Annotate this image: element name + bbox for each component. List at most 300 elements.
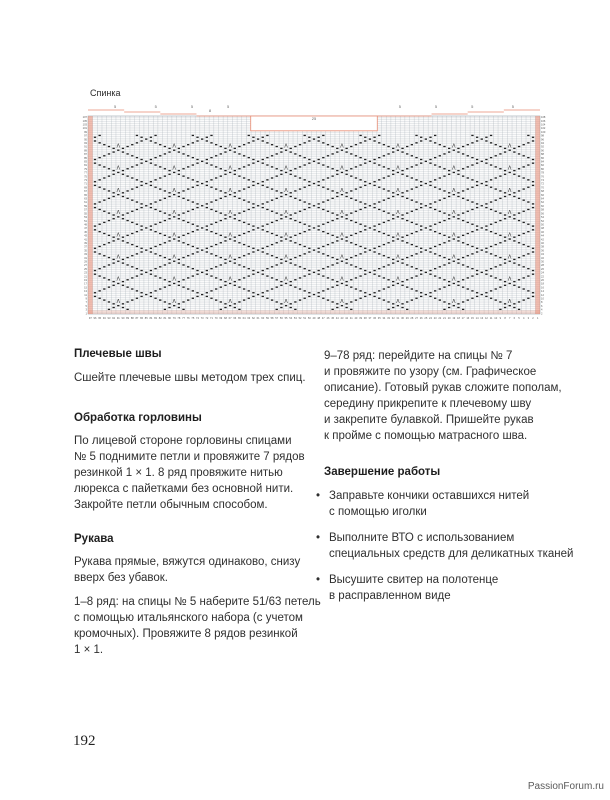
stitch-number: 86 <box>140 317 144 320</box>
stitch-symbol <box>243 244 245 245</box>
stitch-symbol <box>378 298 380 299</box>
stitch-symbol <box>453 150 455 151</box>
stitch-symbol <box>425 272 427 273</box>
stitch-symbol <box>182 287 184 288</box>
stitch-symbol <box>136 187 138 188</box>
row-number: 82 <box>541 164 544 168</box>
stitch-symbol <box>434 268 436 269</box>
stitch-symbol <box>304 290 306 291</box>
stitch-symbol <box>490 290 492 291</box>
row-number: 61 <box>84 201 87 205</box>
stitch-symbol <box>523 222 525 223</box>
stitch-symbol <box>126 190 128 191</box>
stitch-symbol <box>248 275 250 276</box>
stitch-symbol <box>196 229 198 230</box>
stitch-symbol <box>308 292 310 293</box>
stitch-symbol <box>266 135 268 136</box>
row-number: 104 <box>541 123 546 127</box>
stitch-symbol <box>378 157 380 158</box>
stitch-symbol <box>373 137 375 138</box>
stitch-symbol <box>140 203 142 204</box>
stitch-symbol <box>248 298 250 299</box>
stitch-symbol <box>150 203 152 204</box>
stitch-symbol <box>122 281 124 282</box>
stitch-symbol <box>164 301 166 302</box>
stitch-symbol <box>415 209 417 210</box>
stitch-symbol <box>159 144 161 145</box>
stitch-symbol <box>471 164 473 165</box>
row-number: 96 <box>541 138 544 142</box>
stitch-symbol <box>341 238 343 239</box>
stitch-symbol <box>206 229 208 230</box>
stitch-symbol <box>406 190 408 191</box>
stitch-symbol <box>499 301 501 302</box>
stitch-symbol <box>168 240 170 241</box>
stitch-symbol <box>345 259 347 260</box>
stitch-symbol <box>499 242 501 243</box>
stitch-symbol <box>271 299 273 300</box>
stitch-symbol <box>224 237 226 238</box>
text-line: • Высушите свитер на полотенце <box>329 574 499 586</box>
row-number: 76 <box>541 175 544 179</box>
stitch-symbol <box>243 200 245 201</box>
stitch-symbol <box>215 299 217 300</box>
stitch-symbol <box>411 166 413 167</box>
stitch-symbol <box>154 253 156 254</box>
stitch-symbol <box>248 142 250 143</box>
stitch-symbol <box>252 270 254 271</box>
stitch-symbol <box>168 214 170 215</box>
stitch-symbol <box>215 244 217 245</box>
stitch-symbol <box>122 170 124 171</box>
stitch-symbol <box>122 259 124 260</box>
stitch-symbol: Λ <box>116 187 120 194</box>
stitch-symbol <box>383 177 385 178</box>
text-line: описание). Готовый рукав сложите пополам, <box>324 382 562 394</box>
stitch-symbol <box>513 303 515 304</box>
stitch-symbol <box>196 163 198 164</box>
stitch-symbol <box>471 231 473 232</box>
stitch-symbol <box>471 275 473 276</box>
stitch-symbol <box>345 151 347 152</box>
stitch-symbol <box>257 161 259 162</box>
stitch-symbol <box>201 227 203 228</box>
stitch-symbol <box>98 224 100 225</box>
stitch-symbol <box>467 188 469 189</box>
stitch-symbol <box>490 135 492 136</box>
stitch-number: 90 <box>121 317 125 320</box>
stitch-symbol <box>485 248 487 249</box>
stitch-symbol <box>429 159 431 160</box>
stitch-symbol <box>140 163 142 164</box>
stitch-symbol <box>159 277 161 278</box>
stitch-symbol <box>448 214 450 215</box>
stitch-symbol: Λ <box>116 165 120 172</box>
stitch-symbol: Λ <box>508 276 512 283</box>
stitch-symbol <box>206 207 208 208</box>
stitch-symbol <box>355 222 357 223</box>
stitch-symbol <box>271 200 273 201</box>
stitch-symbol <box>490 298 492 299</box>
stitch-number: 15 <box>470 317 474 320</box>
stitch-symbol <box>266 290 268 291</box>
stitch-symbol <box>415 224 417 225</box>
stitch-symbol <box>523 255 525 256</box>
stitch-symbol <box>392 192 394 193</box>
stitch-symbol <box>322 209 324 210</box>
stitch-symbol <box>518 146 520 147</box>
stitch-number: 44 <box>335 317 339 320</box>
stitch-symbol <box>150 137 152 138</box>
stitch-symbol <box>509 216 511 217</box>
stitch-symbol <box>415 298 417 299</box>
stitch-symbol <box>331 175 333 176</box>
stitch-symbol <box>285 238 287 239</box>
row-number: 81 <box>84 164 87 168</box>
stitch-symbol <box>276 190 278 191</box>
stitch-symbol <box>94 207 96 208</box>
stitch-symbol <box>224 285 226 286</box>
stitch-number: 5 <box>518 317 520 320</box>
stitch-symbol <box>304 224 306 225</box>
stitch-symbol <box>443 190 445 191</box>
stitch-symbol <box>527 164 529 165</box>
stitch-symbol <box>406 153 408 154</box>
stitch-symbol <box>150 296 152 297</box>
stitch-number: 60 <box>261 317 265 320</box>
stitch-number: 12 <box>484 317 488 320</box>
finishing-list <box>316 488 573 614</box>
stitch-symbol <box>378 209 380 210</box>
stitch-symbol <box>443 242 445 243</box>
stitch-symbol <box>401 214 403 215</box>
stitch-symbol <box>154 209 156 210</box>
row-number: 53 <box>84 216 87 220</box>
stitch-symbol <box>495 211 497 212</box>
stitch-symbol <box>401 303 403 304</box>
stitch-symbol <box>178 148 180 149</box>
stitch-symbol <box>523 288 525 289</box>
stitch-symbol: Λ <box>228 254 232 261</box>
stitch-symbol <box>378 135 380 136</box>
stitch-symbol <box>532 137 534 138</box>
stitch-symbol <box>378 246 380 247</box>
stitch-symbol <box>98 231 100 232</box>
stitch-symbol <box>122 240 124 241</box>
stitch-number: 19 <box>452 317 456 320</box>
row-number: 22 <box>541 275 544 279</box>
row-number: 37 <box>84 245 87 249</box>
stitch-symbol <box>476 225 478 226</box>
stitch-symbol <box>234 151 236 152</box>
stitch-symbol <box>178 151 180 152</box>
row-number: 56 <box>541 212 544 216</box>
stitch-symbol <box>257 250 259 251</box>
stitch-symbol <box>243 288 245 289</box>
stitch-symbol <box>276 301 278 302</box>
stitch-symbol <box>94 163 96 164</box>
stitch-symbol <box>485 292 487 293</box>
stitch-symbol <box>164 279 166 280</box>
stitch-symbol <box>411 277 413 278</box>
stitch-symbol <box>234 262 236 263</box>
stitch-symbol <box>140 270 142 271</box>
stitch-symbol <box>317 274 319 275</box>
stitch-symbol: Λ <box>172 254 176 261</box>
stitch-symbol <box>238 220 240 221</box>
stitch-symbol <box>397 283 399 284</box>
stitch-symbol <box>108 220 110 221</box>
stitch-symbol <box>453 283 455 284</box>
stitch-symbol <box>518 235 520 236</box>
stitch-symbol <box>504 237 506 238</box>
stitch-symbol <box>513 307 515 308</box>
row-number: 86 <box>541 156 544 160</box>
stitch-symbol <box>136 157 138 158</box>
stitch-symbol <box>206 274 208 275</box>
stitch-symbol <box>182 279 184 280</box>
stitch-symbol <box>322 290 324 291</box>
stitch-symbol <box>122 303 124 304</box>
stitch-symbol <box>271 211 273 212</box>
stitch-symbol <box>252 159 254 160</box>
stitch-symbol <box>313 250 315 251</box>
stitch-symbol <box>201 138 203 139</box>
stitch-symbol <box>397 261 399 262</box>
stitch-symbol <box>243 155 245 156</box>
stitch-symbol <box>294 175 296 176</box>
row-number: 71 <box>84 182 87 186</box>
stitch-number: 94 <box>102 317 106 320</box>
stitch-symbol <box>434 224 436 225</box>
stitch-symbol <box>187 288 189 289</box>
stitch-symbol <box>206 185 208 186</box>
stitch-symbol <box>401 192 403 193</box>
stitch-symbol <box>481 272 483 273</box>
stitch-symbol <box>313 205 315 206</box>
stitch-symbol <box>350 198 352 199</box>
stitch-symbol <box>532 140 534 141</box>
stitch-symbol <box>187 211 189 212</box>
stitch-symbol <box>262 292 264 293</box>
row-number: 8 <box>541 301 543 305</box>
stitch-symbol <box>495 277 497 278</box>
stitch-symbol <box>439 211 441 212</box>
shoulder-mark: 8 <box>208 108 212 113</box>
row-number: 85 <box>84 156 87 160</box>
stitch-symbol <box>271 233 273 234</box>
stitch-symbol <box>131 255 133 256</box>
stitch-symbol <box>136 268 138 269</box>
stitch-symbol <box>173 216 175 217</box>
row-number: 11 <box>84 293 87 297</box>
stitch-symbol <box>317 140 319 141</box>
stitch-number: 46 <box>326 317 330 320</box>
stitch-symbol <box>434 142 436 143</box>
stitch-symbol <box>168 237 170 238</box>
row-number: 28 <box>541 264 544 268</box>
stitch-symbol <box>364 181 366 182</box>
stitch-symbol: Λ <box>172 276 176 283</box>
stitch-symbol <box>210 209 212 210</box>
stitch-symbol <box>257 205 259 206</box>
stitch-symbol <box>308 140 310 141</box>
stitch-symbol <box>411 211 413 212</box>
stitch-symbol <box>378 201 380 202</box>
stitch-symbol <box>215 233 217 234</box>
stitch-symbol: Λ <box>228 187 232 194</box>
stitch-symbol <box>383 211 385 212</box>
stitch-symbol <box>126 264 128 265</box>
heading-neckline: Обработка горловины <box>74 412 202 424</box>
stitch-symbol: Λ <box>508 232 512 239</box>
text-line: Рукава прямые, вяжутся одинаково, снизу <box>74 556 301 568</box>
stitch-symbol <box>299 277 301 278</box>
stitch-symbol <box>350 242 352 243</box>
stitch-symbol <box>196 159 198 160</box>
stitch-symbol <box>131 155 133 156</box>
stitch-symbol <box>448 174 450 175</box>
stitch-symbol <box>126 175 128 176</box>
stitch-symbol <box>145 205 147 206</box>
stitch-symbol <box>457 237 459 238</box>
row-number: 66 <box>541 193 544 197</box>
stitch-symbol: Λ <box>284 165 288 172</box>
stitch-symbol <box>313 272 315 273</box>
stitch-symbol <box>471 253 473 254</box>
stitch-symbol <box>229 194 231 195</box>
stitch-symbol <box>280 214 282 215</box>
stitch-symbol <box>420 270 422 271</box>
stitch-symbol <box>122 214 124 215</box>
stitch-symbol <box>276 287 278 288</box>
stitch-symbol <box>94 137 96 138</box>
stitch-symbol <box>345 303 347 304</box>
stitch-symbol <box>345 192 347 193</box>
stitch-symbol: Λ <box>452 210 456 217</box>
stitch-symbol <box>453 238 455 239</box>
stitch-number: 54 <box>289 317 293 320</box>
stitch-symbol <box>136 201 138 202</box>
stitch-symbol <box>182 301 184 302</box>
stitch-symbol <box>373 163 375 164</box>
stitch-symbol <box>317 229 319 230</box>
stitch-symbol <box>150 274 152 275</box>
stitch-symbol <box>238 279 240 280</box>
stitch-symbol <box>108 153 110 154</box>
stitch-symbol: Λ <box>228 165 232 172</box>
stitch-symbol <box>98 298 100 299</box>
stitch-number: 52 <box>298 317 302 320</box>
stitch-symbol <box>471 142 473 143</box>
stitch-symbol <box>485 163 487 164</box>
stitch-symbol <box>159 233 161 234</box>
stitch-symbol <box>350 235 352 236</box>
stitch-symbol <box>485 274 487 275</box>
stitch-symbol: Λ <box>396 165 400 172</box>
stitch-symbol <box>271 277 273 278</box>
stitch-symbol <box>122 262 124 263</box>
stitch-symbol <box>276 198 278 199</box>
stitch-symbol <box>257 138 259 139</box>
stitch-symbol <box>527 201 529 202</box>
row-number: 23 <box>84 271 87 275</box>
stitch-symbol <box>439 155 441 156</box>
stitch-symbol <box>234 218 236 219</box>
stitch-symbol <box>490 224 492 225</box>
stitch-symbol <box>392 281 394 282</box>
stitch-symbol <box>112 281 114 282</box>
stitch-symbol <box>467 233 469 234</box>
stitch-symbol <box>294 257 296 258</box>
stitch-symbol <box>122 148 124 149</box>
stitch-symbol <box>373 292 375 293</box>
stitch-symbol <box>308 270 310 271</box>
stitch-symbol <box>336 240 338 241</box>
stitch-symbol <box>238 175 240 176</box>
stitch-symbol <box>485 270 487 271</box>
stitch-symbol <box>285 216 287 217</box>
stitch-symbol <box>187 188 189 189</box>
stitch-symbol: Λ <box>340 210 344 217</box>
stitch-symbol <box>448 237 450 238</box>
stitch-symbol <box>168 170 170 171</box>
stitch-symbol <box>527 246 529 247</box>
stitch-symbol <box>299 177 301 178</box>
stitch-number: 4 <box>522 317 525 320</box>
stitch-symbol <box>345 240 347 241</box>
stitch-symbol <box>112 148 114 149</box>
stitch-symbol <box>238 264 240 265</box>
stitch-symbol <box>336 281 338 282</box>
stitch-symbol <box>294 242 296 243</box>
watermark: PassionForum.ru <box>527 781 604 792</box>
stitch-symbol <box>434 157 436 158</box>
stitch-symbol <box>308 185 310 186</box>
stitch-symbol <box>373 229 375 230</box>
stitch-symbol <box>420 229 422 230</box>
stitch-symbol <box>485 140 487 141</box>
stitch-symbol <box>499 146 501 147</box>
stitch-symbol <box>415 253 417 254</box>
stitch-symbol <box>173 172 175 173</box>
stitch-number: 61 <box>256 317 260 320</box>
stitch-symbol <box>150 248 152 249</box>
stitch-symbol <box>532 185 534 186</box>
stitch-symbol <box>299 144 301 145</box>
stitch-symbol <box>178 214 180 215</box>
stitch-symbol: Λ <box>116 143 120 150</box>
row-number: 58 <box>541 208 544 212</box>
stitch-symbol <box>471 298 473 299</box>
stitch-symbol <box>373 185 375 186</box>
stitch-symbol <box>471 268 473 269</box>
stitch-symbol <box>448 196 450 197</box>
stitch-symbol <box>415 290 417 291</box>
stitch-symbol <box>420 274 422 275</box>
stitch-symbol <box>108 257 110 258</box>
stitch-symbol <box>443 301 445 302</box>
stitch-symbol <box>182 168 184 169</box>
stitch-number: 59 <box>265 317 269 320</box>
stitch-symbol <box>383 166 385 167</box>
stitch-symbol <box>220 279 222 280</box>
stitch-symbol <box>304 187 306 188</box>
step-mark: 5 <box>398 104 401 109</box>
stitch-symbol <box>448 240 450 241</box>
stitch-symbol <box>523 177 525 178</box>
stitch-symbol <box>140 251 142 252</box>
